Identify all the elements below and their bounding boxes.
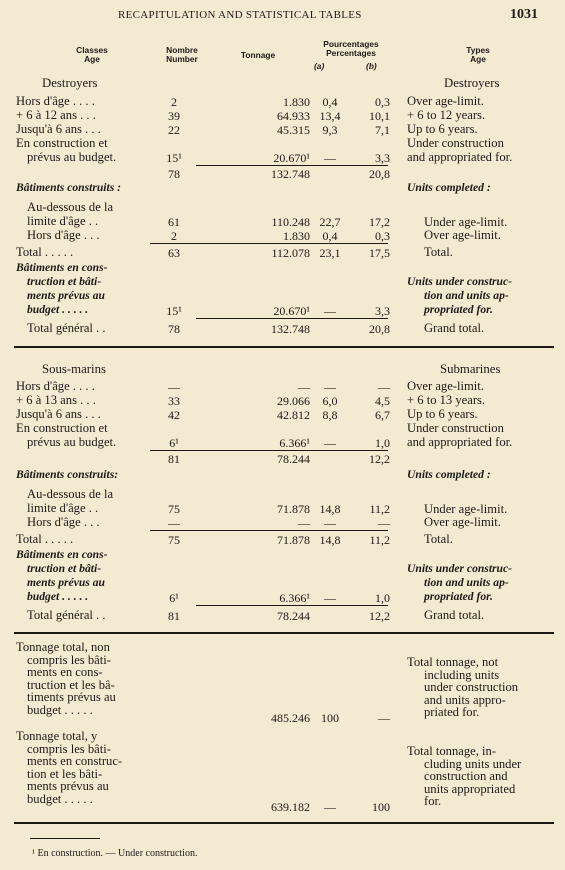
- row-label-en: Total.: [424, 532, 453, 546]
- cell-pct-b: 17,2: [369, 215, 390, 229]
- cell-pct-b: 1,0: [375, 591, 390, 605]
- cell-pct-a: 14,8: [319, 502, 341, 516]
- row-label: Total . . . . .: [16, 532, 74, 546]
- subsection-label-en: Units completed :: [407, 468, 491, 481]
- cell-tonnage: 20.670¹: [273, 304, 310, 318]
- cell-pct-a: 8,8: [322, 408, 338, 422]
- total-tonnage-value-2: 639.182: [271, 800, 310, 814]
- row-label: Hors d'âge . . . .: [16, 94, 95, 108]
- section-title-en: Submarines: [440, 362, 501, 376]
- row-label-en: Over age-limit.: [424, 228, 501, 242]
- total-rule: [150, 530, 388, 531]
- row-label-en: Over age-limit.: [407, 94, 484, 108]
- cell-number: 81: [168, 452, 180, 466]
- cell-pct-a: —: [324, 591, 336, 605]
- cell-pct-a: 0,4: [322, 229, 338, 243]
- total-pct-b-1: —: [378, 711, 390, 725]
- cell-pct-a: —: [324, 436, 336, 450]
- row-label: Hors d'âge . . . .: [16, 379, 95, 393]
- cell-pct-a: 14,8: [319, 533, 341, 547]
- row-label-en: + 6 to 12 years.: [407, 108, 486, 122]
- row-label: prévus au budget.: [27, 150, 117, 164]
- cell-number: 22: [168, 123, 180, 137]
- row-label-en: + 6 to 13 years.: [407, 393, 486, 407]
- section-title-fr: Sous-marins: [42, 362, 106, 376]
- row-label-en: Under age-limit.: [424, 215, 508, 229]
- cell-pct-a: 6,0: [322, 394, 338, 408]
- cell-number: 2: [171, 229, 177, 243]
- cell-number: 75: [168, 533, 180, 547]
- footnote: ¹ En construction. — Under construction.: [32, 848, 198, 859]
- cell-number: 61: [168, 215, 180, 229]
- subtotal-rule: [196, 165, 388, 166]
- header-tonnage: Tonnage: [240, 50, 276, 60]
- cell-tonnage: 110.248: [271, 215, 310, 229]
- total-pct-a-2: —: [324, 800, 336, 814]
- row-label: budget . . . . .: [27, 303, 89, 316]
- cell-pct-b: 0,3: [375, 95, 390, 109]
- cell-tonnage: 132.748: [271, 322, 310, 336]
- row-label: Jusqu'à 6 ans . . .: [16, 407, 101, 421]
- header-percentages: Pourcentages Percentages: [323, 39, 379, 58]
- cell-pct-a: —: [324, 151, 336, 165]
- header-number: Nombre Number: [166, 45, 198, 64]
- cell-pct-b: 11,2: [369, 502, 390, 516]
- row-label: ments prévus au: [27, 576, 105, 589]
- total-tonnage-label-1: Tonnage total, non compris les bâti- ments en cons- truction et les bâ- timents prévus au budget . . . . .: [16, 640, 116, 717]
- cell-number: 78: [168, 322, 180, 336]
- total-pct-b-2: 100: [372, 800, 390, 814]
- row-label: Au-dessous de la: [27, 487, 114, 501]
- row-label: truction et bâti-: [27, 562, 102, 575]
- cell-pct-b: 10,1: [369, 109, 390, 123]
- cell-pct-b: —: [378, 516, 390, 530]
- cell-tonnage: 6.366¹: [279, 591, 310, 605]
- cell-number: 15¹: [166, 151, 182, 165]
- row-label: Bâtiments en cons-: [16, 548, 108, 561]
- cell-tonnage: 64.933: [277, 109, 310, 123]
- subsection-label-en: Units completed :: [407, 181, 491, 194]
- row-label: En construction et: [16, 421, 108, 435]
- row-label: limite d'âge . .: [27, 501, 99, 515]
- total-tonnage-label-en-2: Total tonnage, in- cluding units under construction and units appropriated for.: [407, 744, 522, 809]
- section-title-fr: Destroyers: [42, 76, 98, 90]
- cell-tonnage: 78.244: [277, 452, 310, 466]
- header-pct-b: (b): [366, 61, 377, 71]
- section-divider: [14, 822, 554, 824]
- row-label-en: Under construction: [407, 136, 504, 150]
- row-label-en: Under age-limit.: [424, 502, 508, 516]
- cell-tonnage: 29.066: [277, 394, 310, 408]
- row-label-en: Units under construc-: [407, 275, 513, 288]
- cell-number: 33: [168, 394, 180, 408]
- cell-pct-a: 22,7: [319, 215, 341, 229]
- row-label: Total général . .: [27, 321, 106, 335]
- cell-pct-b: 3,3: [375, 304, 390, 318]
- running-head: RECAPITULATION AND STATISTICAL TABLES: [118, 9, 362, 21]
- cell-number: 39: [168, 109, 180, 123]
- row-label: + 6 à 13 ans . . .: [16, 393, 96, 407]
- row-label-en: Up to 6 years.: [407, 407, 478, 421]
- page-number: 1031: [510, 7, 538, 22]
- section-divider: [14, 346, 554, 348]
- cell-pct-a: 9,3: [322, 123, 338, 137]
- cell-number: —: [168, 380, 180, 394]
- row-label-en: tion and units ap-: [424, 289, 509, 302]
- section-divider: [14, 632, 554, 634]
- cell-pct-a: 0,4: [322, 95, 338, 109]
- header-types: Types Age: [466, 45, 490, 64]
- cell-tonnage: 6.366¹: [279, 436, 310, 450]
- total-tonnage-label-2: Tonnage total, y compris les bâti- ments en construc- tion et les bâti- ments prévus au budget . . . . .: [16, 729, 123, 806]
- total-tonnage-label-en-1: Total tonnage, not including units under construction and units appro- priated for.: [407, 655, 519, 720]
- footnote-rule: [30, 838, 100, 839]
- cell-tonnage: 42.812: [277, 408, 310, 422]
- cell-pct-b: 4,5: [375, 394, 390, 408]
- row-label: Bâtiments en cons-: [16, 261, 108, 274]
- subsection-label: Bâtiments construits :: [16, 181, 122, 194]
- total-pct-a-1: 100: [321, 711, 339, 725]
- total-rule: [150, 243, 388, 244]
- cell-tonnage: 45.315: [277, 123, 310, 137]
- cell-pct-a: —: [324, 380, 336, 394]
- cell-number: —: [168, 516, 180, 530]
- cell-tonnage: 112.078: [271, 246, 310, 260]
- cell-number: 42: [168, 408, 180, 422]
- cell-pct-b: —: [378, 380, 390, 394]
- cell-number: 15¹: [166, 304, 182, 318]
- cell-pct-b: 0,3: [375, 229, 390, 243]
- cell-pct-b: 11,2: [369, 533, 390, 547]
- cell-tonnage: 1.830: [283, 229, 310, 243]
- row-label: Jusqu'à 6 ans . . .: [16, 122, 101, 136]
- cell-pct-b: 7,1: [375, 123, 390, 137]
- header-pct-a: (a): [314, 61, 325, 71]
- row-label-en: Up to 6 years.: [407, 122, 478, 136]
- cell-number: 75: [168, 502, 180, 516]
- row-label-en: and appropriated for.: [407, 150, 513, 164]
- row-label-en: Over age-limit.: [407, 379, 484, 393]
- section-title-en: Destroyers: [444, 76, 500, 90]
- header-classes: Classes Age: [76, 45, 108, 64]
- row-label: Total général . .: [27, 608, 106, 622]
- cell-tonnage: —: [298, 516, 310, 530]
- grand-total-rule: [196, 318, 388, 319]
- subtotal-rule: [150, 450, 388, 451]
- row-label: limite d'âge . .: [27, 214, 99, 228]
- cell-pct-b: 3,3: [375, 151, 390, 165]
- cell-tonnage: 71.878: [277, 533, 310, 547]
- row-label-en: Over age-limit.: [424, 515, 501, 529]
- row-label: Hors d'âge . . .: [27, 515, 100, 529]
- row-label-en: Grand total.: [424, 608, 485, 622]
- cell-pct-b: 20,8: [369, 322, 390, 336]
- cell-tonnage: 20.670¹: [273, 151, 310, 165]
- cell-tonnage: 71.878: [277, 502, 310, 516]
- cell-number: 63: [168, 246, 180, 260]
- cell-number: 6¹: [169, 436, 179, 450]
- cell-pct-b: 17,5: [369, 246, 390, 260]
- cell-pct-a: 23,1: [319, 246, 341, 260]
- cell-pct-b: 12,2: [369, 452, 390, 466]
- cell-number: 81: [168, 609, 180, 623]
- cell-pct-a: 13,4: [319, 109, 341, 123]
- row-label-en: Under construction: [407, 421, 504, 435]
- cell-pct-a: —: [324, 304, 336, 318]
- row-label-en: Total.: [424, 245, 453, 259]
- row-label-en: propriated for.: [424, 590, 493, 603]
- row-label: prévus au budget.: [27, 435, 117, 449]
- total-tonnage-value-1: 485.246: [271, 711, 310, 725]
- cell-tonnage: —: [298, 380, 310, 394]
- row-label-en: Units under construc-: [407, 562, 513, 575]
- grand-total-rule: [196, 605, 388, 606]
- cell-pct-b: 6,7: [375, 408, 390, 422]
- row-label-en: propriated for.: [424, 303, 493, 316]
- row-label: Hors d'âge . . .: [27, 228, 100, 242]
- row-label: Au-dessous de la: [27, 200, 114, 214]
- cell-number: 78: [168, 167, 180, 181]
- row-label: En construction et: [16, 136, 108, 150]
- cell-tonnage: 78.244: [277, 609, 310, 623]
- row-label-en: Grand total.: [424, 321, 485, 335]
- row-label: budget . . . . .: [27, 590, 89, 603]
- cell-pct-b: 20,8: [369, 167, 390, 181]
- cell-number: 2: [171, 95, 177, 109]
- cell-pct-a: —: [324, 516, 336, 530]
- cell-pct-b: 12,2: [369, 609, 390, 623]
- cell-pct-b: 1,0: [375, 436, 390, 450]
- row-label: truction et bâti-: [27, 275, 102, 288]
- row-label-en: tion and units ap-: [424, 576, 509, 589]
- subsection-label: Bâtiments construits:: [16, 468, 119, 481]
- row-label: ments prévus au: [27, 289, 105, 302]
- cell-tonnage: 132.748: [271, 167, 310, 181]
- cell-tonnage: 1.830: [283, 95, 310, 109]
- row-label: Total . . . . .: [16, 245, 74, 259]
- row-label-en: and appropriated for.: [407, 435, 513, 449]
- cell-number: 6¹: [169, 591, 179, 605]
- row-label: + 6 à 12 ans . . .: [16, 108, 96, 122]
